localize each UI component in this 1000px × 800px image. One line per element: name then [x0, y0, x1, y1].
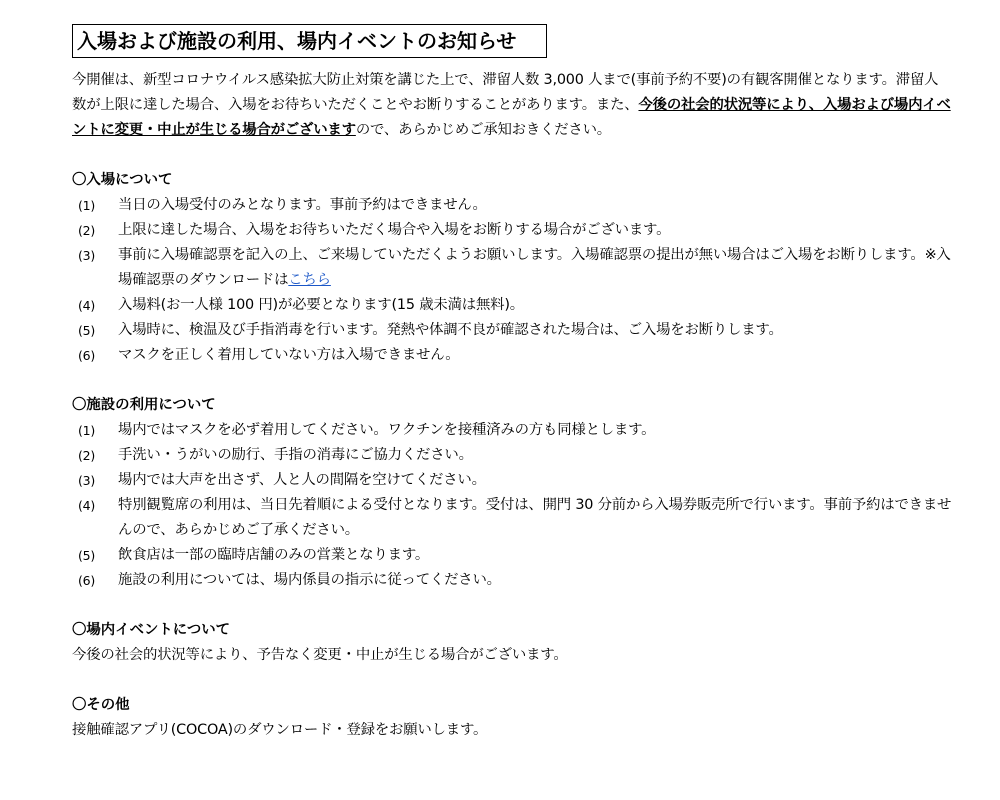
item-number: (4)	[78, 298, 96, 313]
list-item	[72, 493, 952, 543]
notice-document	[72, 24, 952, 743]
item-number: (6)	[78, 573, 96, 588]
admission-section	[72, 168, 952, 368]
list-item	[72, 543, 952, 568]
facility-heading: 〇施設の利用について	[72, 397, 216, 413]
item-text: 施設の利用については、場内係員の指示に従ってください。	[118, 572, 501, 588]
item-number: (5)	[78, 323, 96, 338]
intro-paragraph	[72, 68, 952, 143]
item-text-with-link	[118, 243, 952, 293]
download-link[interactable]: こちら	[288, 272, 331, 288]
item-text: 手洗い・うがいの励行、手指の消毒にご協力ください。	[118, 447, 473, 463]
item-text: 場内では大声を出さず、人と人の間隔を空けてください。	[118, 472, 486, 488]
list-item	[72, 468, 952, 493]
list-item	[72, 293, 952, 318]
intro-text-1: 今開催は、新型コロナウイルス感染拡大防止対策を講じた上で、滞留人数 3,000 人まで(事前予約不要)の有観客開催となります。滞留人数が上限に達した場合、入場をお待ちいただくことやお断りすることがあります。また、	[72, 72, 939, 113]
admission-heading: 〇入場について	[72, 172, 173, 188]
item-text: 特別観覧席の利用は、当日先着順による受付となります。受付は、開門 30 分前から入場券販売所で行います。事前予約はできませんので、あらかじめご了承ください。	[118, 497, 952, 538]
list-item	[72, 443, 952, 468]
item-text: 飲食店は一部の臨時店舗のみの営業となります。	[118, 547, 430, 563]
intro-emphasis: 今後の社会的状況等により、入場および場内イベントに変更・中止が生じる場合がございます	[72, 97, 951, 138]
facility-section	[72, 393, 952, 593]
events-heading: 〇場内イベントについて	[72, 622, 231, 638]
page-title: 入場および施設の利用、場内イベントのお知らせ	[72, 24, 547, 58]
item-text: 当日の入場受付のみとなります。事前予約はできません。	[118, 197, 487, 213]
list-item	[72, 568, 952, 593]
list-item	[72, 243, 952, 293]
item-number: (5)	[78, 548, 96, 563]
item-number: (4)	[78, 498, 96, 513]
item-number: (3)	[78, 473, 96, 488]
item-number: (2)	[78, 223, 96, 238]
list-item	[72, 218, 952, 243]
item-number: (1)	[78, 198, 96, 213]
intro-text-2: ので、あらかじめご承知おきください。	[355, 122, 611, 138]
events-section	[72, 618, 952, 668]
item-text: マスクを正しく着用していない方は入場できません。	[118, 347, 460, 363]
item-number: (2)	[78, 448, 96, 463]
item-text: 入場料(お一人様 100 円)が必要となります(15 歳未満は無料)。	[118, 297, 524, 313]
events-text: 今後の社会的状況等により、予告なく変更・中止が生じる場合がございます。	[72, 647, 568, 663]
item-text: 場内ではマスクを必ず着用してください。ワクチンを接種済みの方も同様とします。	[118, 422, 656, 438]
item-number: (1)	[78, 423, 96, 438]
item-text: 上限に達した場合、入場をお待ちいただく場合や入場をお断りする場合がございます。	[118, 222, 671, 238]
item-text: 事前に入場確認票を記入の上、ご来場していただくようお願いします。入場確認票の提出が無い場合はご入場をお断りします。※入場確認票のダウンロードは	[118, 247, 951, 288]
other-heading: 〇その他	[72, 697, 130, 713]
list-item	[72, 193, 952, 218]
list-item	[72, 418, 952, 443]
item-number: (3)	[78, 248, 96, 263]
list-item	[72, 343, 952, 368]
item-number: (6)	[78, 348, 96, 363]
item-text: 入場時に、検温及び手指消毒を行います。発熱や体調不良が確認された場合は、ご入場をお断りします。	[118, 322, 783, 338]
list-item	[72, 318, 952, 343]
other-text: 接触確認アプリ(COCOA)のダウンロード・登録をお願いします。	[72, 722, 488, 738]
other-section	[72, 693, 952, 743]
